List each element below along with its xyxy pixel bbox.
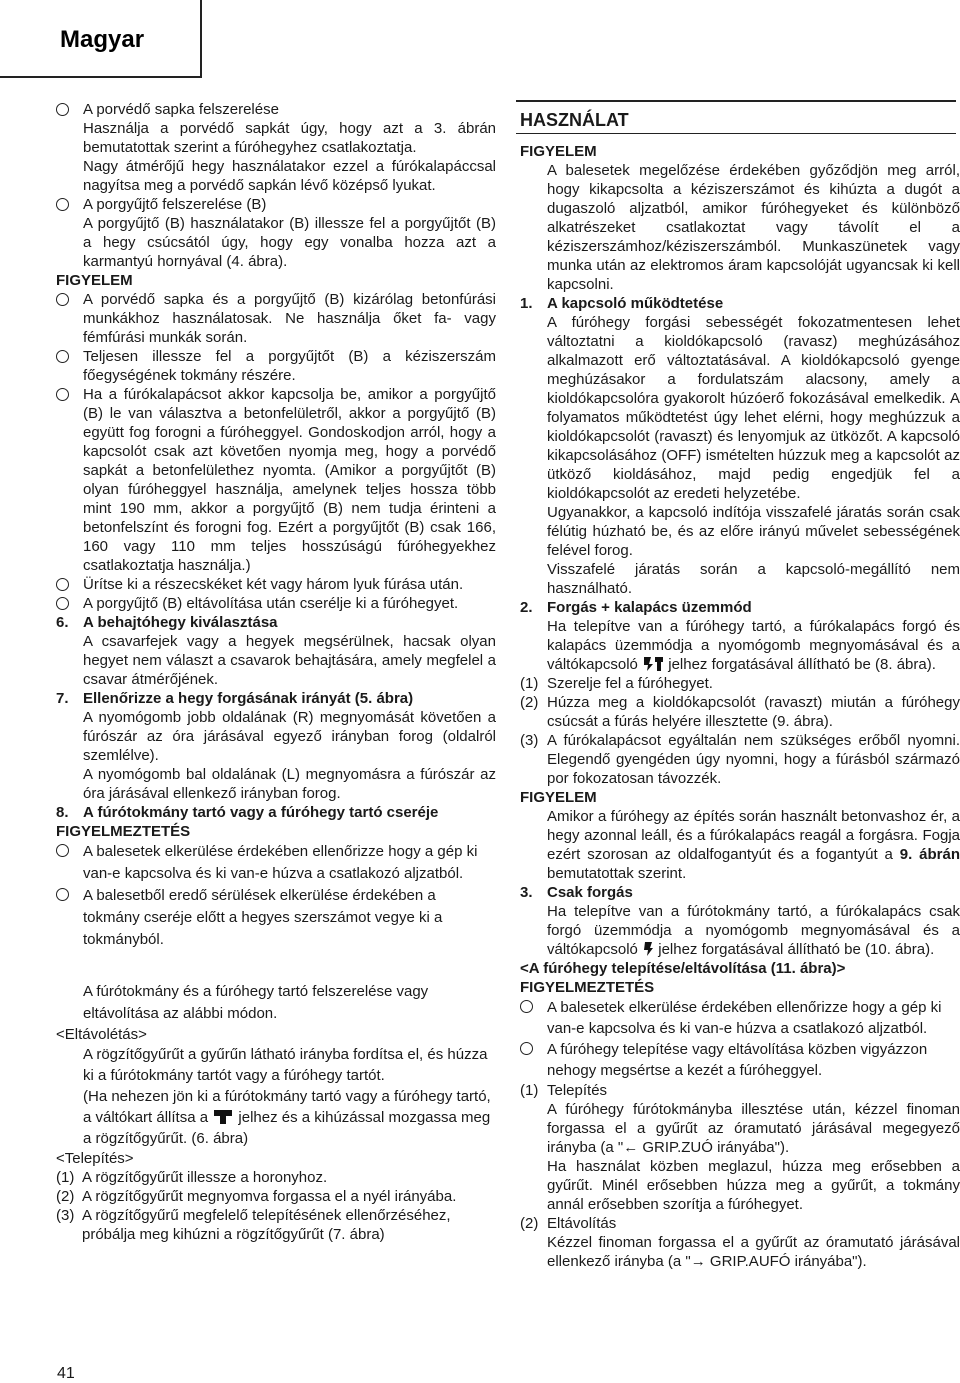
- bullet-icon: [520, 1000, 533, 1013]
- bullet-icon: [56, 844, 69, 857]
- warning-heading: FIGYELMEZTETÉS: [520, 979, 655, 996]
- bit-install-step: (1) Telepítés: [520, 1082, 608, 1099]
- bullet-caution-3: Ha a fúrókalapácsot akkor kapcsolja be, amikor a porgyűjtő (B) le van választva a betonfelületről, akkor a porgyűjtő (B) együtt fog forogni a fúróheggyel. Gondoskodjon arról, hogy a kapcsolót csak azt követően nyomja meg, hogy a porvédő sapkát a betonfelülethez nyomta. (Amikor a porgyűjtőt (B) olyan fúróheggyel használja, amelynek teljes hossza több mint 190 mm, akkor a porgyűjtő (B) nem tudja érinteni a betonfelszínt és forogni fog. Ezért a porgyűjtőt (B) csak 166, 160 vagy 110 mm teljes hosszúságú fúróhegyekhez csatlakoztatja használja.): [56, 385, 496, 575]
- right-column: HASZNÁLAT FIGYELEM A balesetek megelőzése érdekében győződjön meg arról, hogy kikapcsolta a kéziszerszámot és kihúzta a dugót a dugaszoló aljzatból, amikor fúróhegyeket és különböző alkatrészeket csatlakoztat vagy távolít el a kéziszerszámhoz/kéziszerszámból. Munkaszünetek vagy munka után az elektromos áram kapcsolóját ugyancsak ki kell kapcsolni. 1. A kapcsoló működtetése A fúróhegy forgási sebességét fokozatmentesen lehet változtatni a kioldókapcsoló (ravasz) meghúzásához alkalmazott erő változtatásával. A kioldókapcsoló gyenge meghúzásakor a fordulatszám alacsony, amely a kioldókapcsolóra gyakorolt húzóerő fokozásával emelkedik. A folyamatos működtetést úgy lehet elérni, hogy meghúzzuk a kioldókapcsolót (ravaszt) és lenyomjuk az ütközőt. A kapcsoló kikapcsolásához (OFF) ismételten húzzuk meg a kapcsolót az ütköző kioldásához, majd pedig engedjük fel a kioldókapcsolót az eredeti helyzetébe. Ugyanakkor, a kapcsoló indítója visszafelé járatás során csak félútig húzható be, és az előre irányú művelet sebességének felével forog. Visszafelé járatás során a kapcsoló-megállító nem használható. 2. Forgás + kalapács üzemmód Ha telepítve van a fúróhegy tartó, a fúrókalapács forgó és kalapács üzemmódja a nyomógomb megnyomásával és a váltókapcsoló jelhez forgatásával állítható be (8. ábra). (1) Szerelje fel a fúróhegyet. (2) Húzza meg a kioldókapcsolót (ravaszt) miután a fúróhegy csúcsát a fúrás helyére illesztette (9. ábra). (3) A fúrókalapácsot egyáltalán nem szükséges erőből nyomni. Elegendő gyengéden úgy nyomni, hogy a fúrásból származó por fokozatosan távozzék. FIGYELEM Amikor a fúróhegy az építés során használt betonvashoz ér, a hegy azonnal leáll, és a fúrókalapács reagál a forgásra. Fogja ezért szorosan az oldalfogantyút és a fogantyút a 9. ábrán bemutatottak szerint. 3. Csak forgás Ha telepítve van a fúrótokmány tartó, a fúrókalapács csak forgó üzemmódja a nyomógomb megnyomásával és a váltókapcsoló jelhez forgatásával állítható be (10. ábra). <A fúróhegy telepítése/eltávolítása (11. ábra)> FIGYELMEZTETÉS A balesetek elkerülése érdekében ellenőrizze hogy a gép ki van-e kapcsolva és ki van-e húzva a csatlakozó aljzatból. A fúróhegy telepítése vagy eltávolítása közben vigyázzon nehogy megsértse a kezét a fúróheggyel. (1) Telepítés A fúróhegy fúrótokmányba illesztése után, kézzel finoman forgassa el a gyűrűt az óramutató járásával megegyező irányba (a "← GRIP.ZUÓ irányába"). Ha használat közben meglazul, húzza meg erősebben a gyűrűt. Minél erősebben húzza meg a gyűrűt, a tokmány annál erősebben szorítja a fúróhegyet. (2) Eltávolítás Kézzel finoman forgassa el a gyűrűt az óramutató járásával ellenkező irányba (a "→ GRIP.AUFÓ irányába").: [520, 110, 960, 1270]
- bullet-icon: [56, 388, 69, 401]
- section-6: 6. A behajtóhegy kiválasztása: [56, 614, 278, 631]
- mode-step-2: (2) Húzza meg a kioldókapcsolót (ravaszt) miután a fúróhegy csúcsát a fúrás helyére illesztette (9. ábra).: [520, 694, 960, 730]
- left-column: A porvédő sapka felszerelése Használja a porvédő sapkát úgy, hogy azt a 3. ábrán bemutatottak szerint a fúróhegyhez csatlakoztatja. Nagy átmérőjű hegy használatakor ezzel a fúrókalapáccsal nagyítsa meg a porvédő sapkán lévő középső lyukat. A porgyűjtő felszerelése (B) A porgyűjtő (B) használatakor (B) illessze fel a porgyűjtőt (B) a hegy csúcsától úgy, hogy egy vonalba hozza azt a karmantyú hornyával (4. ábra). FIGYELEM A porvédő sapka és a porgyűjtő (B) kizárólag betonfúrási munkákhoz használatosak. Ne használja őket fa- vagy fémfúrási munkák során. Teljesen illessze fel a porgyűjtőt (B) a kéziszerszám főegységének tokmány részére. Ha a fúrókalapácsot akkor kapcsolja be, amikor a porgyűjtő (B) le van választva a betonfelületről, akkor a porgyűjtő (B) együtt fog forogni a fúróheggyel. Gondoskodjon arról, hogy a kapcsolót csak azt követően nyomja meg, hogy a porvédő sapkát a betonfelülethez nyomta. (Amikor a porgyűjtőt (B) olyan fúróheggyel használja, amelynek teljes hossza több mint 190 mm, akkor a porgyűjtő (B) nem tudja érinteni a betonfelszínt és forogni fog. Ezért a porgyűjtőt (B) csak 166, 160 vagy 110 mm teljes hosszúságú fúróhegyekhez csatlakoztatja használja.) Ürítse ki a részecskéket két vagy három lyuk fúrása után. A porgyűjtő (B) eltávolítása után cserélje ki a fúróhegyet. 6. A behajtóhegy kiválasztása A csavarfejek vagy a hegyek megsérülnek, hacsak olyan hegyet nem választ a csavarok behajtására, amely megfelel a csavar átmérőjének. 7. Ellenőrizze a hegy forgásának irányát (5. ábra) A nyomógomb jobb oldalának (R) megnyomását követően a fúrószár az óra járásával egyező irányban forog (oldalról szemlélve). A nyomógomb bal oldalának (L) megnyomásra a fúrószár az óra járásával ellenkező irányban forog. 8. A fúrótokmány tartó vagy a fúróhegy tartó cseréje FIGYELMEZTETÉS A balesetek elkerülése érdekében ellenőrizze hogy a gép ki van-e kapcsolva és ki van-e húzva a csatlakozó aljzatból. A balesetből eredő sérülések elkerülése érdekében a tokmány cseréje előtt a hegyes szerszámot vegye ki a tokmányból. A fúrótokmány és a fúróhegy tartó felszerelése vagy eltávolítása az alábbi módon. <Eltávolétás> A rögzítőgyűrűt a gyűrűn látható irányba fordítsa el, és húzza ki a fúrótokmány tartót vagy a fúróhegy tartót. (Ha nehezen jön ki a fúrótokmány tartó vagy a fúróhegy tartó, a váltókart állítsa a jelhez és a kihúzással mozgassa meg a rögzítőgyűrűt. (6. ábra) <Telepítés> (1) A rögzítőgyűrűt illessze a horonyhoz. (2) A rögzítőgyűrűt megnyomva forgassa el a nyél irányába. (3) A rögzítőgyűrű megfelelő telepítésének ellenőrzéséhez, próbálja meg kihúzni a rögzítőgyűrűt (7. ábra): [56, 101, 496, 1243]
- mode-step-1: (1) Szerelje fel a fúróhegyet.: [520, 675, 713, 692]
- bullet-icon: [56, 198, 69, 211]
- bullet-caution-5: A porgyűjtő (B) eltávolítása után cserélje ki a fúróhegyet.: [56, 594, 496, 613]
- install-step-1: (1) A rögzítőgyűrűt illessze a horonyhoz.: [56, 1169, 328, 1186]
- bullet-icon: [520, 1042, 533, 1055]
- rotation-hammer-icon: [642, 656, 664, 672]
- bullet-right-warning-1: A balesetek elkerülése érdekében ellenőrizze hogy a gép ki van-e kapcsolva és ki van-e húzva a csatlakozó aljzatból.: [520, 997, 960, 1039]
- hammer-mode-icon: [212, 1109, 234, 1125]
- section-1: 1. A kapcsoló működtetése: [520, 295, 724, 312]
- usage-heading: HASZNÁLAT: [520, 110, 629, 130]
- language-tab: [0, 0, 202, 78]
- caution-heading: FIGYELEM: [520, 143, 597, 160]
- install-heading: <Telepítés>: [56, 1150, 134, 1167]
- warning-heading: FIGYELMEZTETÉS: [56, 823, 191, 840]
- install-step-2: (2) A rögzítőgyűrűt megnyomva forgassa el a nyél irányába.: [56, 1188, 457, 1205]
- section-8: 8. A fúrótokmány tartó vagy a fúróhegy tartó cseréje: [56, 804, 439, 821]
- bullet-icon: [56, 888, 69, 901]
- bullet-icon: [56, 293, 69, 306]
- page-language-title: Magyar: [60, 26, 145, 53]
- bullet-icon: [56, 597, 69, 610]
- bit-install-heading: <A fúróhegy telepítése/eltávolítása (11. ábra)>: [520, 960, 846, 977]
- removal-heading: <Eltávolétás>: [56, 1026, 147, 1043]
- section-2: 2. Forgás + kalapács üzemmód: [520, 599, 752, 616]
- bullet-dust-cap: A porvédő sapka felszerelése Használja a porvédő sapkát úgy, hogy azt a 3. ábrán bemutatottak szerint a fúróhegyhez csatlakoztatja. Nagy átmérőjű hegy használatakor ezzel a fúrókalapáccsal nagyítsa meg a porvédő sapkán lévő középső lyukat.: [56, 100, 496, 195]
- install-step-3: (3) A rögzítőgyűrű megfelelő telepítésének ellenőrzéséhez, próbálja meg kihúzni a rögzítőgyűrűt (7. ábra): [56, 1207, 451, 1243]
- rotation-only-icon: [642, 941, 654, 957]
- bullet-caution-4: Ürítse ki a részecskéket két vagy három lyuk fúrása után.: [56, 575, 496, 594]
- bullet-caution-1: A porvédő sapka és a porgyűjtő (B) kizárólag betonfúrási munkákhoz használatosak. Ne használja őket fa- vagy fémfúrási munkák során.: [56, 290, 496, 347]
- page-number: 41: [57, 1365, 75, 1382]
- bullet-icon: [56, 578, 69, 591]
- mode-step-3: (3) A fúrókalapácsot egyáltalán nem szükséges erőből nyomni. Elegendő gyengéden úgy nyomni, hogy a fúrásból származó por fokozatosan távozzék.: [520, 732, 960, 787]
- bullet-dust-cup: A porgyűjtő felszerelése (B) A porgyűjtő (B) használatakor (B) illessze fel a porgyűjtőt (B) a hegy csúcsától úgy, hogy egy vonalba hozza azt a karmantyú hornyával (4. ábra).: [56, 195, 496, 271]
- bullet-warning-2: A balesetből eredő sérülések elkerülése érdekében a tokmány cseréje előtt a hegyes szerszámot vegye ki a tokmányból.: [56, 885, 496, 951]
- bullet-icon: [56, 103, 69, 116]
- bullet-warning-1: A balesetek elkerülése érdekében ellenőrizze hogy a gép ki van-e kapcsolva és ki van-e húzva a csatlakozó aljzatból.: [56, 841, 496, 885]
- section-3: 3. Csak forgás: [520, 884, 633, 901]
- bit-removal-step: (2) Eltávolítás: [520, 1215, 617, 1232]
- bullet-right-warning-2: A fúróhegy telepítése vagy eltávolítása közben vigyázzon nehogy megsértse a kezét a fúróheggyel.: [520, 1039, 960, 1081]
- caution-heading: FIGYELEM: [56, 272, 133, 289]
- bullet-caution-2: Teljesen illessze fel a porgyűjtőt (B) a kéziszerszám főegységének tokmány részére.: [56, 347, 496, 385]
- section-7: 7. Ellenőrizze a hegy forgásának irányát (5. ábra): [56, 690, 414, 707]
- bullet-icon: [56, 350, 69, 363]
- caution-heading-2: FIGYELEM: [520, 789, 597, 806]
